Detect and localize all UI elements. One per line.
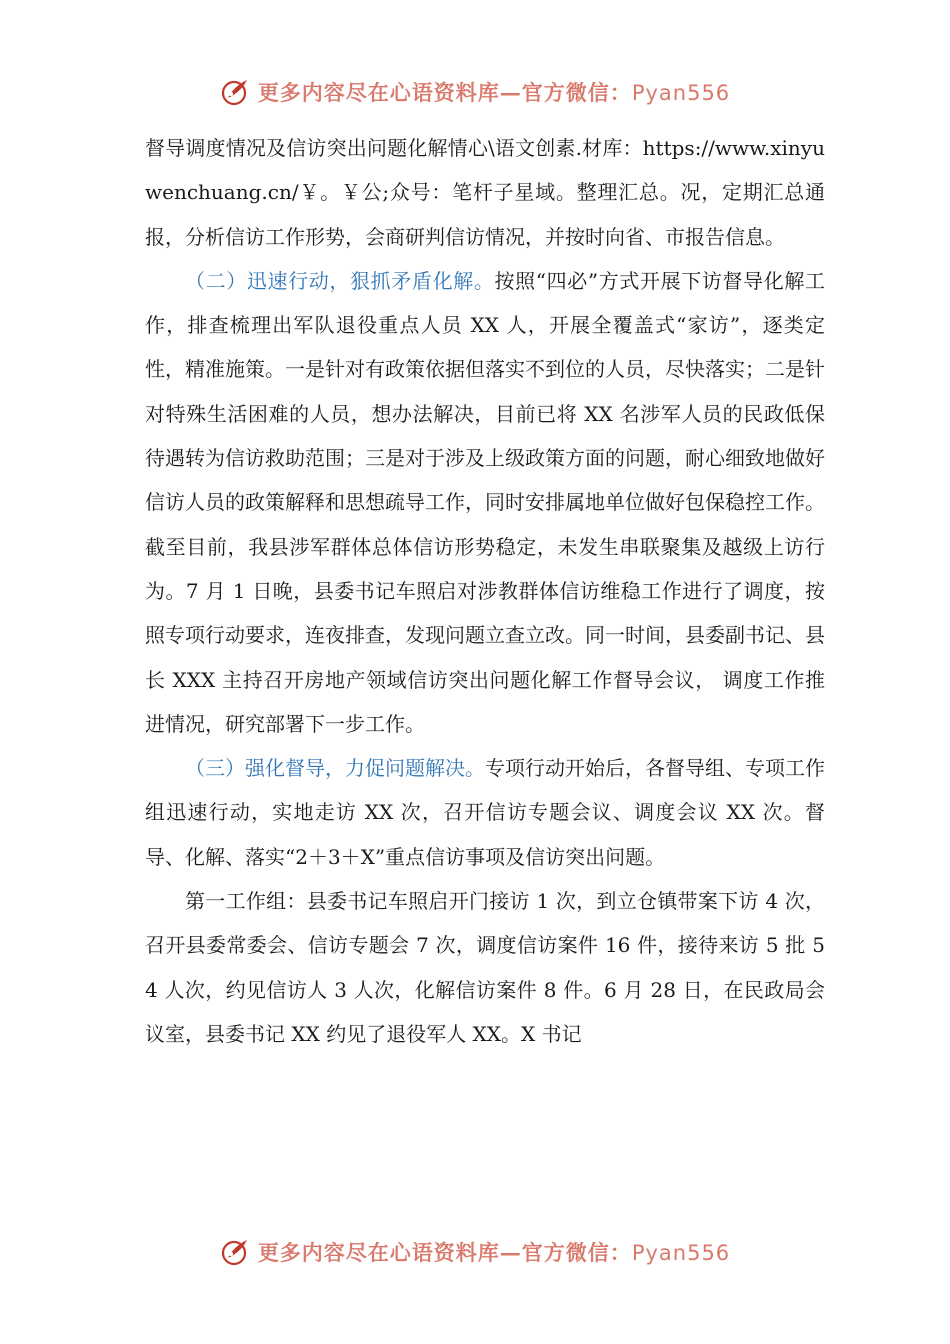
banner-text: 更多内容尽在心语资料库—官方微信：Pyan556 [257,1240,731,1265]
banner-text: 更多内容尽在心语资料库—官方微信：Pyan556 [257,80,731,105]
paragraph-1: 督导调度情况及信访突出问题化解情心\语文创素.材库：https://www.xinyuwenchuang.cn/￥。￥公;众号：笔杆子星域。整理汇总。况，定期汇总通报，分析信访工作形势，会商研判信访情况，并按时向省、市报告信息。 [145,136,825,249]
quill-logo-icon [220,76,252,108]
paragraph-4: 第一工作组：县委书记车照启开门接访 1 次，到立仓镇带案下访 4 次，召开县委常委会、信访专题会 7 次，调度信访案件 16 件，接待来访 5 批 54 人次，约见信访人 3 人次，化解信访案件 8 件。6 月 28 日，在民政局会议室，县委书记 XX 约见了退役军人 XX。X 书记 [145,889,825,1046]
section-heading-2: （二）迅速行动，狠抓矛盾化解。 [185,268,495,293]
section-heading-3: （三）强化督导，力促问题解决。 [185,756,485,781]
paragraph-2 [145,259,825,746]
footer-banner [0,1232,950,1272]
header-banner [0,72,950,112]
wechat-id: Pyan556 [631,1241,731,1265]
paragraph-2-body: 按照“四必”方式开展下访督导化解工作，排查梳理出军队退役重点人员 XX 人，开展全覆盖式“家访”，逐类定性，精准施策。一是针对有政策依据但落实不到位的人员，尽快落实；二是针对特殊生活困难的人员，想办法解决，目前已将 XX 名涉军人员的民政低保待遇转为信访救助范围；三是对于涉及上级政策方面的问题，耐心细致地做好信访人员的政策解释和思想疏导工作，同时安排属地单位做好包保稳控工作。截至目前，我县涉军群体总体信访形势稳定，未发生串联聚集及越级上访行为。7 月 1 日晚，县委书记车照启对涉教群体信访维稳工作进行了调度，按照专项行动要求，连夜排查，发现问题立查立改。同一时间，县委副书记、县长 XXX 主持召开房地产领域信访突出问题化解工作督导会议， 调度工作推进情况，研究部署下一步工作。 [145,268,826,736]
document-body [145,126,825,1056]
paragraph-3 [145,746,825,879]
quill-logo-icon [220,1236,252,1268]
paragraph-3-body: 专项行动开始后，各督导组、专项工作组迅速行动，实地走访 XX 次，召开信访专题会议、调度会议 XX 次。督导、化解、落实“2＋3＋X”重点信访事项及信访突出问题。 [145,756,825,869]
wechat-id: Pyan556 [631,81,731,105]
